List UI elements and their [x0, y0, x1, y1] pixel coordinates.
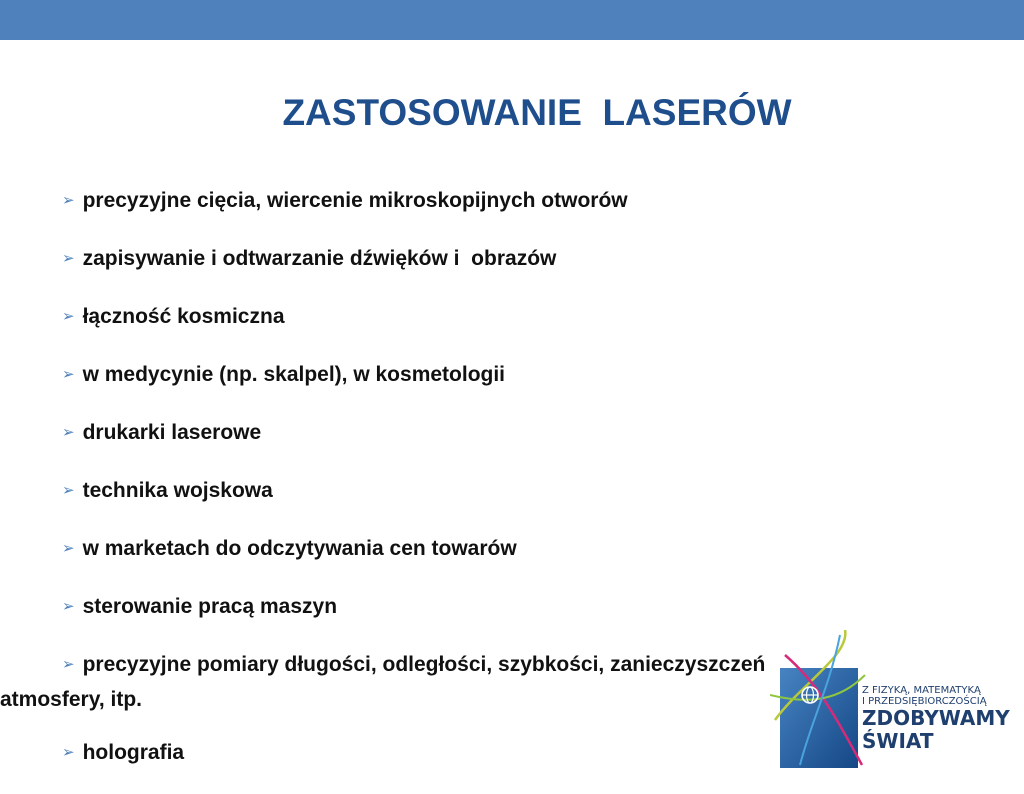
bullet-item: ➢ łączność kosmiczna	[62, 300, 962, 335]
bullet-item: ➢ w medycynie (np. skalpel), w kosmetologii	[62, 358, 962, 393]
arrow-right-icon: ➢	[62, 656, 75, 673]
top-accent-bar	[0, 0, 1024, 40]
bullet-item: ➢ precyzyjne cięcia, wiercenie mikroskopijnych otworów	[62, 184, 962, 219]
arrow-right-icon: ➢	[62, 192, 75, 209]
bullet-continuation: atmosfery, itp.	[0, 688, 142, 711]
bullet-item: ➢ sterowanie pracą maszyn	[62, 590, 962, 625]
logo-line-4: ŚWIAT	[862, 729, 934, 753]
logo-line-2: I PRZEDSIĘBIORCZOŚCIĄ	[862, 696, 987, 707]
slide-title: ZASTOSOWANIE LASERÓW	[282, 92, 792, 133]
arrow-right-icon: ➢	[62, 250, 75, 267]
bullet-item: ➢ zapisywanie i odtwarzanie dźwięków i obrazów	[62, 242, 962, 277]
logo-text	[862, 685, 1024, 753]
arrow-right-icon: ➢	[62, 744, 75, 761]
logo-line-1: Z FIZYKĄ, MATEMATYKĄ	[862, 685, 981, 696]
arrow-right-icon: ➢	[62, 366, 75, 383]
arrow-right-icon: ➢	[62, 598, 75, 615]
arrow-right-icon: ➢	[62, 540, 75, 557]
arrow-right-icon: ➢	[62, 482, 75, 499]
arrow-right-icon: ➢	[62, 308, 75, 325]
arrow-right-icon: ➢	[62, 424, 75, 441]
bullet-item: ➢ drukarki laserowe	[62, 416, 962, 451]
bullet-item: ➢ w marketach do odczytywania cen towarów	[62, 532, 962, 567]
bullet-item: ➢ technika wojskowa	[62, 474, 962, 509]
project-logo	[770, 625, 1024, 768]
logo-line-3: ZDOBYWAMY	[862, 706, 1010, 730]
bullet-item: ➢ holografia	[62, 736, 962, 771]
bullet-item: ➢ precyzyjne pomiary długości, odległości, szybkości, zanieczyszczeń atmosfery, itp.	[62, 648, 962, 716]
